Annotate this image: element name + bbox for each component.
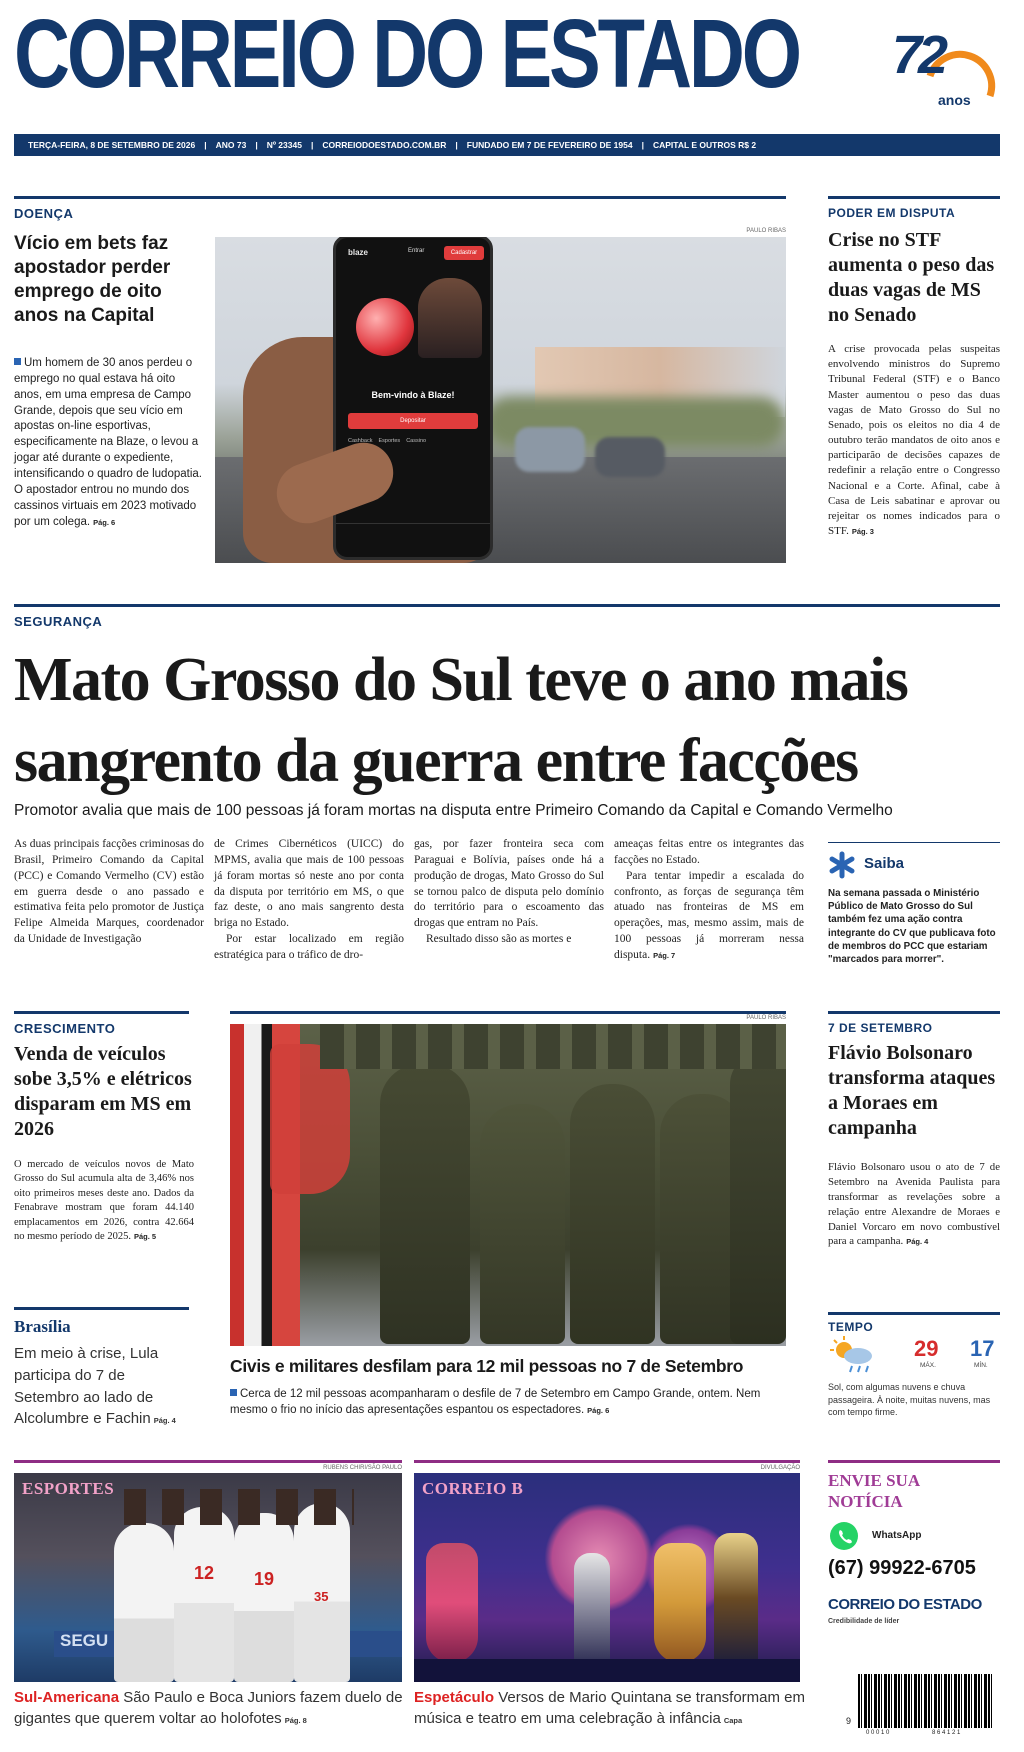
lead-col-3b-text: Resultado disso são as mortes e xyxy=(426,933,572,946)
performer xyxy=(574,1553,610,1663)
phone-bottom-nav xyxy=(336,523,490,557)
phone-chip[interactable]: Esportes xyxy=(378,438,401,444)
divider xyxy=(828,842,1000,843)
player xyxy=(114,1523,174,1682)
tempo-max: 29 xyxy=(914,1336,939,1361)
divider xyxy=(828,1312,1000,1315)
saiba-title: Saiba xyxy=(864,855,905,872)
barcode-mid-digits: 0 0 0 1 0 xyxy=(866,1730,890,1736)
correiob-caption xyxy=(414,1688,806,1729)
masthead xyxy=(0,0,1024,160)
divider xyxy=(14,1011,189,1014)
divider xyxy=(14,604,1000,607)
flavio-body xyxy=(828,1160,1000,1249)
barcode-bars xyxy=(858,1674,994,1728)
dateline-bar: TERÇA-FEIRA, 8 DE SETEMBRO DE 2026 | ANO 73 | Nº 23345 | CORREIODOESTADO.COM.BR | FUNDADO EM 7 DE FEVEREIRO DE 1954 | CAPITAL E OUTROS R$ 2 xyxy=(14,134,1000,156)
photo-credit: RUBENS CHIRI/SÃO PAULO xyxy=(323,1465,402,1471)
dateline-year: ANO 73 xyxy=(215,140,247,150)
lead-col-2b-text: Por estar localizado em região estratégica para o tráfico de dro- xyxy=(214,933,404,962)
lead-kicker: SEGURANÇA xyxy=(14,614,103,629)
veiculos-headline[interactable]: Venda de veículos sobe 3,5% e elétricos disparam em MS em 2026 xyxy=(14,1043,192,1140)
player xyxy=(174,1507,234,1682)
correiob-label: CORREIO B xyxy=(422,1479,524,1498)
jersey-number: 12 xyxy=(194,1563,215,1583)
brasilia-page-ref[interactable]: Pág. 4 xyxy=(153,1416,176,1426)
flavio-headline[interactable]: Flávio Bolsonaro transforma ataques a Moraes em campanha xyxy=(828,1042,996,1139)
correiob-photo xyxy=(414,1473,800,1682)
dateline-founded: FUNDADO EM 7 DE FEVEREIRO DE 1954 xyxy=(466,140,633,150)
photo-credit: DIVULGAÇÃO xyxy=(760,1465,800,1471)
tempo-forecast: Sol, com algumas nuvens e chuva passageira. À noite, muitas nuvens, mas com tempo firme. xyxy=(828,1382,991,1418)
saiba-asterisk-icon xyxy=(828,851,856,879)
brasilia-body xyxy=(14,1343,194,1430)
anniversary-seal xyxy=(890,26,1008,118)
veiculos-kicker: CRESCIMENTO xyxy=(14,1021,116,1036)
car xyxy=(515,427,585,472)
phone-ball-graphic xyxy=(356,298,414,356)
envie-title: ENVIE SUA NOTÍCIA xyxy=(828,1471,920,1512)
whatsapp-label: WhatsApp xyxy=(872,1530,922,1541)
lead-col-2 xyxy=(214,837,404,964)
performer xyxy=(714,1533,758,1663)
barcode xyxy=(846,1672,998,1744)
photo-credit: PAULO RIBAS xyxy=(746,1015,786,1021)
divider xyxy=(828,196,1000,199)
player xyxy=(234,1513,294,1682)
stf-body xyxy=(828,342,1000,539)
brasilia-body-text: Em meio à crise, Lula participa do 7 de Setembro ao lado de Alcolumbre e Fachin xyxy=(14,1345,159,1428)
lead-col-4b-text: Para tentar impedir a escalada do confronto, as forças de segurança têm atuado nas fronteiras de MS em operações, mas, mesmo assim, mais de 100 pessoas já morreram nessa disputa. xyxy=(614,869,804,962)
tempo-kicker: TEMPO xyxy=(828,1320,874,1334)
anniversary-number: 72 xyxy=(892,25,945,85)
brasilia-kicker: Brasília xyxy=(14,1317,71,1336)
flavio-kicker: 7 DE SETEMBRO xyxy=(828,1021,933,1035)
phone-avatar xyxy=(418,278,482,358)
esportes-body-text: São Paulo e Boca Juniors fazem duelo de gigantes que querem voltar ao holofotes xyxy=(14,1689,403,1727)
performer xyxy=(654,1543,706,1663)
stadium-banner: SEGU xyxy=(54,1631,402,1657)
bullet-icon xyxy=(14,358,21,365)
whatsapp-icon[interactable] xyxy=(830,1522,858,1550)
lead-page-ref[interactable]: Pág. 7 xyxy=(653,951,676,961)
lead-headline[interactable]: Mato Grosso do Sul teve o ano mais sangrento da guerra entre facções xyxy=(14,646,908,795)
sun-cloud-rain-icon xyxy=(830,1336,878,1374)
lead-col-4-text: ameaças feitas entre os integrantes das facções no Estado. xyxy=(614,838,804,866)
divider xyxy=(14,196,786,199)
jersey-number: 19 xyxy=(254,1569,275,1589)
stf-page-ref[interactable]: Pág. 3 xyxy=(851,527,874,537)
soldier xyxy=(380,1064,470,1344)
desfile-body xyxy=(230,1386,786,1418)
dateline-date: TERÇA-FEIRA, 8 DE SETEMBRO DE 2026 xyxy=(28,140,196,150)
divider xyxy=(828,1460,1000,1463)
desfile-body-text: Cerca de 12 mil pessoas acompanharam o desfile de 7 de Setembro em Campo Grande, ontem. Nem mesmo o frio no início das apresentações espantou os espectadores. xyxy=(230,1388,761,1417)
divider xyxy=(14,1460,402,1463)
flavio-body-text: Flávio Bolsonaro usou o ato de 7 de Setembro na Avenida Paulista para transformar as revelações sobre a relação entre Alexandre de Moraes e Daniel Vorcaro em novo combustível para a campanha. xyxy=(828,1161,1000,1248)
vicio-body xyxy=(14,356,204,530)
correiob-body-text: Versos de Mario Quintana se transformam em música e teatro em uma celebração à infância xyxy=(414,1689,805,1727)
bullet-icon xyxy=(230,1389,237,1396)
veiculos-page-ref[interactable]: Pág. 5 xyxy=(133,1232,157,1242)
phone-menu[interactable]: Entrar xyxy=(408,248,425,254)
esportes-kicker: Sul-Americana xyxy=(14,1689,120,1706)
helmet-row xyxy=(320,1024,786,1069)
divider xyxy=(414,1460,800,1463)
desfile-page-ref[interactable]: Pág. 6 xyxy=(587,1406,610,1416)
esportes-caption xyxy=(14,1688,404,1729)
correiob-kicker: Espetáculo xyxy=(414,1689,495,1706)
desfile-photo xyxy=(230,1024,786,1346)
esportes-photo xyxy=(14,1473,402,1682)
phone-chip[interactable]: Cassino xyxy=(406,438,427,444)
soldier xyxy=(570,1084,655,1344)
dateline-price: CAPITAL E OUTROS R$ 2 xyxy=(652,140,757,150)
lead-col-3 xyxy=(414,837,604,948)
photo-credit: PAULO RIBAS xyxy=(746,228,786,234)
esportes-label: ESPORTES xyxy=(22,1479,115,1498)
whatsapp-phone-icon xyxy=(830,1522,858,1550)
vicio-headline[interactable]: Vício em bets faz apostador perder emprego de oito anos na Capital xyxy=(14,233,171,327)
tempo-min-label: MÍN. xyxy=(974,1362,988,1369)
envie-brand: CORREIO DO ESTADO xyxy=(828,1596,982,1613)
barcode-right-digits: 8 6 4 1 2 1 xyxy=(932,1730,961,1736)
vicio-body-text: Um homem de 30 anos perdeu o emprego no qual estava há oito anos, em uma empresa de Campo Grande, depois que seu vício em apostas on-line esportivas, especificamente na Blaze, o levou a jogar até durante o expediente, intensificando o quadro de ludopatia. O apostador entrou no mundo dos cassinos virtuais em 2023 motivado por um colega. xyxy=(14,357,202,528)
divider xyxy=(828,1011,1000,1014)
flavio-page-ref[interactable]: Pág. 4 xyxy=(906,1237,929,1247)
performer xyxy=(426,1543,478,1663)
masthead-title[interactable]: CORREIO DO ESTADO xyxy=(14,0,799,108)
vicio-page-ref[interactable]: Pág. 6 xyxy=(93,517,116,527)
divider xyxy=(230,1011,786,1014)
stf-body-text: A crise provocada pelas suspeitas envolvendo ministros do Supremo Tribunal Federal (STF) e o Banco Master aumentou o peso das duas vagas de Mato Grosso do Sul no Senado, pois os eleitos no dia 4 de outubro terão mandatos de oito anos e participarão de decisões capazes de redefinir a relação entre o Congresso Nacional e a Corte. Afinal, cabe à Casa de Leis sabatinar e aprovar ou rejeitar os nomes indicados para o STF. xyxy=(828,343,1000,538)
desfile-headline[interactable]: Civis e militares desfilam para 12 mil pessoas no 7 de Setembro xyxy=(230,1356,744,1376)
phone xyxy=(333,237,493,560)
anniversary-word: anos xyxy=(938,92,971,108)
saiba-box xyxy=(828,845,1000,973)
lead-col-3-text: gas, por fazer fronteira seca com Paraguai e Bolívia, países onde há a produção de drogas, Mato Grosso do Sul se tornou palco de disputa pelo domínio do território para o escoamento das drogas que entram no País. xyxy=(414,838,604,930)
phone-welcome: Bem-vindo à Blaze! xyxy=(371,390,455,400)
correiob-page-ref[interactable]: Capa xyxy=(723,1715,743,1725)
barcode-left-digit: 9 xyxy=(846,1716,852,1726)
dateline-site[interactable]: CORREIODOESTADO.COM.BR xyxy=(322,140,447,150)
tempo-max-label: MÁX. xyxy=(920,1362,936,1369)
phone-chip[interactable]: Cashback xyxy=(348,438,373,444)
vicio-kicker: DOENÇA xyxy=(14,206,74,221)
envie-tagline: Credibilidade de líder xyxy=(828,1618,900,1625)
phone-signup-button[interactable]: Cadastrar xyxy=(444,246,484,260)
jersey-number: 35 xyxy=(314,1589,329,1604)
divider xyxy=(14,1307,189,1310)
player-heads xyxy=(124,1489,354,1525)
stf-kicker: PODER EM DISPUTA xyxy=(828,206,956,220)
esportes-page-ref[interactable]: Pág. 8 xyxy=(284,1715,307,1725)
soldier xyxy=(480,1104,565,1344)
envie-phone[interactable]: (67) 99922-6705 xyxy=(828,1557,976,1579)
stage-floor xyxy=(414,1659,800,1682)
vicio-photo xyxy=(215,237,786,563)
tempo-min: 17 xyxy=(970,1336,995,1361)
car xyxy=(595,437,665,477)
phone-cta-button[interactable]: Depositar xyxy=(348,413,478,429)
veiculos-body xyxy=(14,1158,194,1245)
dateline-issue: Nº 23345 xyxy=(266,140,302,150)
stf-headline[interactable]: Crise no STF aumenta o peso das duas vagas de MS no Senado xyxy=(828,229,995,326)
soldier xyxy=(730,1054,786,1344)
lead-deck: Promotor avalia que mais de 100 pessoas já foram mortas na disputa entre Primeiro Comando da Capital e Comando Vermelho xyxy=(14,802,893,819)
veiculos-body-text: O mercado de veículos novos de Mato Grosso do Sul acumula alta de 3,46% nos oito primeiros meses deste ano. Dados da Fenabrave mostram que foram 44.140 emplacamentos em 2026, contra 42.664 no mesmo período de 2025. xyxy=(14,1159,194,1243)
lead-col-1: As duas principais facções criminosas do Brasil, Primeiro Comando da Capital (PCC) e Comando Vermelho (CV) estão em guerra desde o ano passado e estimativa feita pelo promotor de Justiça Felipe Almeida Marques, coordenador da Unidade de Investigação xyxy=(14,838,204,946)
saiba-body: Na semana passada o Ministério Público de Mato Grosso do Sul também fez uma ação contra integrante do CV que publicava foto de membros do PCC que estariam "marcados para morrer". xyxy=(828,888,996,966)
lead-col-2-text: de Crimes Cibernéticos (UICC) do MPMS, avalia que mais de 100 pessoas já foram mortas só neste ano por conta da disputa por território em MS, o que faz deste, o ano mais sangrento desta briga no Estado. xyxy=(214,838,404,930)
phone-brand: blaze xyxy=(348,248,369,257)
lead-col-4 xyxy=(614,837,804,964)
